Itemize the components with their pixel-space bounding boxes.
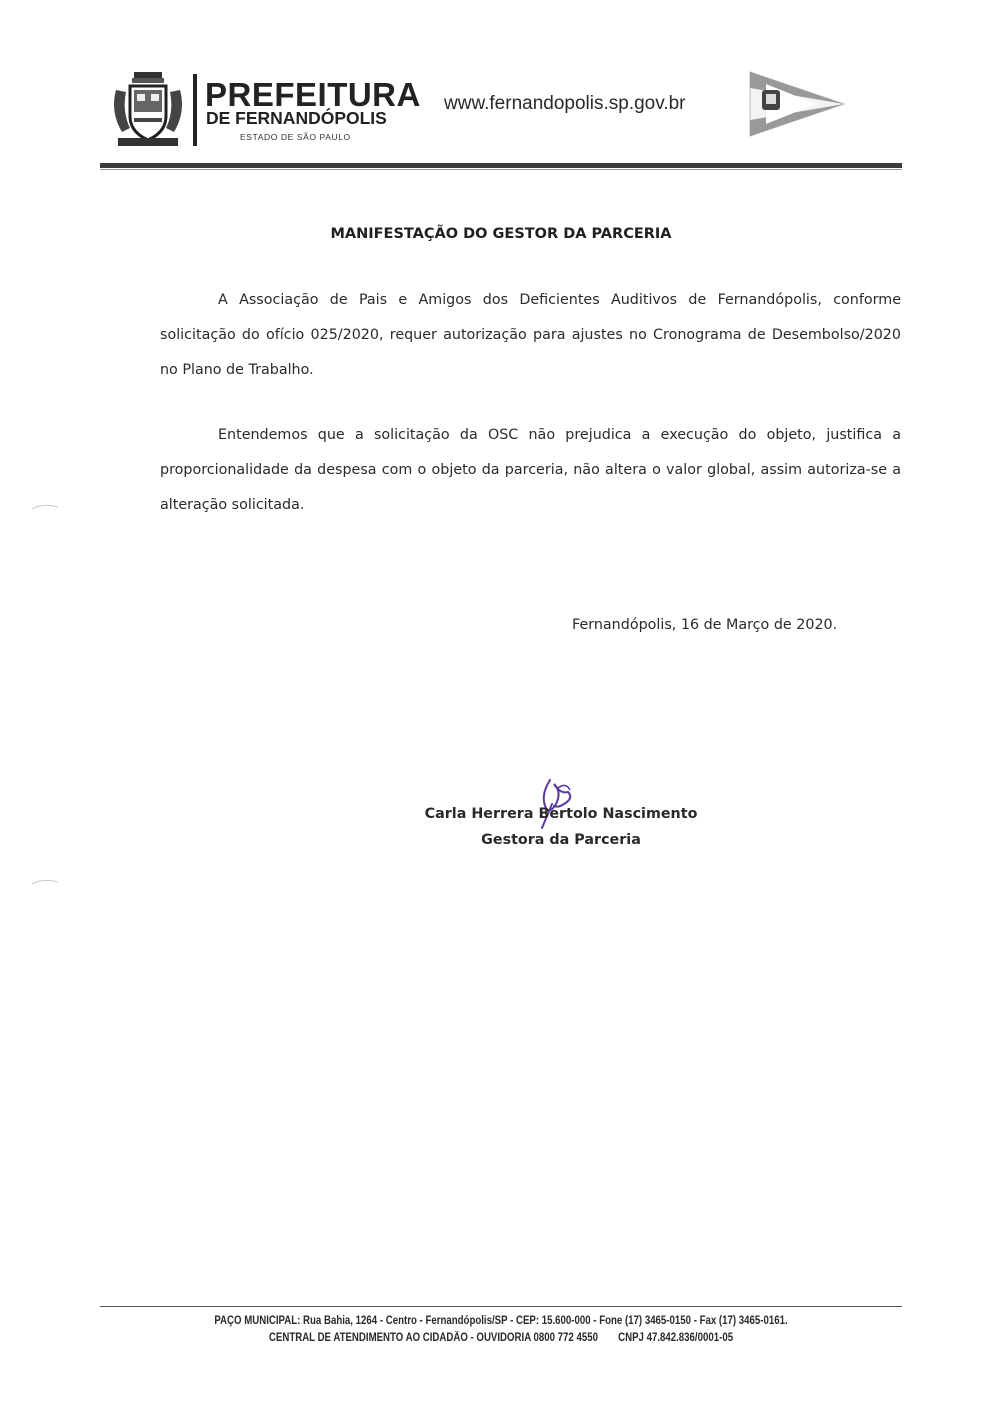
scan-mark: [30, 878, 60, 886]
footer-ombudsman: CENTRAL DE ATENDIMENTO AO CIDADÃO - OUVIDORIA 0800 772 4550: [268, 1332, 598, 1344]
header-rule: [100, 163, 902, 168]
brand-title: PREFEITURA: [205, 76, 421, 113]
scan-mark: [30, 503, 60, 511]
website-url: www.fernandopolis.sp.gov.br: [444, 93, 686, 114]
footer-rule: [100, 1306, 902, 1307]
header-rule-thin: [100, 169, 902, 170]
footer-contact: [164, 1332, 838, 1344]
brand-state: ESTADO DE SÃO PAULO: [240, 132, 351, 142]
footer-cnpj: CNPJ 47.842.836/0001-05: [618, 1332, 734, 1344]
coat-of-arms-icon: [108, 70, 188, 148]
brand-divider: [193, 74, 197, 146]
city-flag-icon: [744, 68, 850, 140]
document-title: MANIFESTAÇÃO DO GESTOR DA PARCERIA: [330, 226, 672, 242]
footer-address: PAÇO MUNICIPAL: Rua Bahia, 1264 - Centro - Fernandópolis/SP - CEP: 15.600-000 - Fone (17) 3465-0150 - Fax (17) 3465-0161.: [214, 1315, 788, 1327]
brand-subtitle: DE FERNANDÓPOLIS: [206, 108, 387, 128]
signer-role: Gestora da Parceria: [481, 832, 641, 848]
paragraph-request: A Associação de Pais e Amigos dos Deficientes Auditivos de Fernandópolis, conforme solicitação do ofício 025/2020, requer autorização para ajustes no Cronograma de Desembolso/2020 no Plano de Trabalho.: [160, 292, 901, 378]
paragraph-decision: Entendemos que a solicitação da OSC não prejudica a execução do objeto, justifica a proporcionalidade da despesa com o objeto da parceria, não altera o valor global, assim autoriza-se a alteração solicitada.: [160, 427, 901, 513]
date-line: Fernandópolis, 16 de Março de 2020.: [572, 617, 838, 633]
signer-name: Carla Herrera Bertolo Nascimento: [424, 806, 698, 822]
